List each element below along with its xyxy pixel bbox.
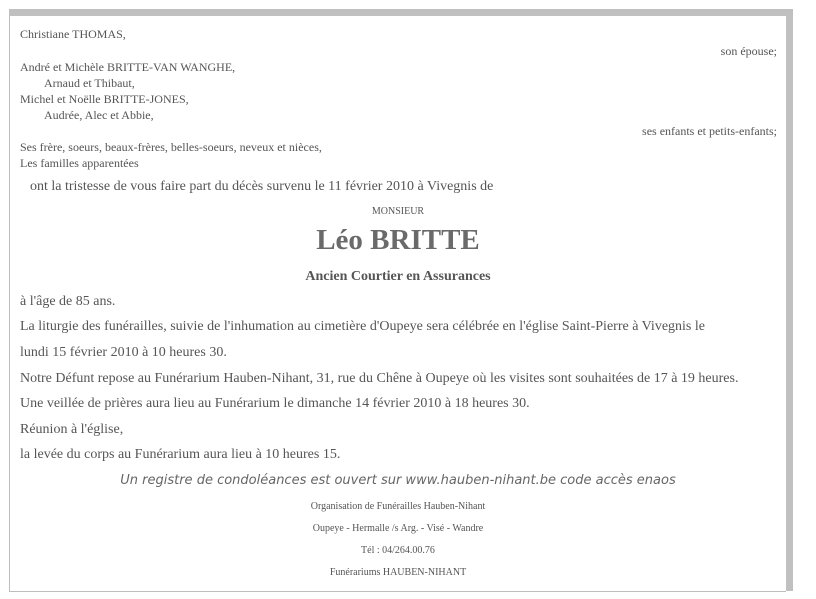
detail-departure: la levée du corps au Funérarium aura lieu à 10 heures 15. — [20, 447, 341, 462]
footer-brand: Funérariums HAUBEN-NIHANT — [329, 567, 467, 578]
obituary-notice — [9, 16, 786, 592]
children-line: Michel et Noëlle BRITTE-JONES, — [20, 92, 189, 106]
footer-phone: Tél : 04/264.00.76 — [361, 545, 435, 556]
announcement-intro: ont la tristesse de vous faire part du décès survenu le 11 février 2010 à Vivegnis de — [30, 179, 494, 194]
children-role: ses enfants et petits-enfants; — [642, 124, 777, 138]
spouse-role: son épouse; — [720, 44, 777, 58]
deceased-title: Ancien Courtier en Assurances — [305, 269, 491, 284]
deceased-name: Léo BRITTE — [316, 224, 480, 256]
footer-locations: Oupeye - Hermalle /s Arg. - Visé - Wandre — [312, 523, 484, 534]
grandchildren-line: Audrée, Alec et Abbie, — [44, 108, 154, 122]
detail-date: lundi 15 février 2010 à 10 heures 30. — [20, 345, 227, 360]
detail-age: à l'âge de 85 ans. — [20, 294, 116, 309]
honorific: MONSIEUR — [371, 206, 425, 217]
detail-vigil: Une veillée de prières aura lieu au Funérarium le dimanche 14 février 2010 à 18 heures 30. — [20, 396, 530, 411]
grandchildren-line: Arnaud et Thibaut, — [44, 76, 135, 90]
relatives-line: Les familles apparentées — [20, 156, 139, 170]
spouse-name: Christiane THOMAS, — [20, 27, 126, 41]
footer-organisation: Organisation de Funérailles Hauben-Nihant — [310, 501, 486, 512]
condolences-register: Un registre de condoléances est ouvert sur www.hauben-nihant.be code accès enaos — [120, 473, 676, 488]
detail-meeting: Réunion à l'église, — [20, 422, 124, 437]
detail-liturgy: La liturgie des funérailles, suivie de l'inhumation au cimetière d'Oupeye sera célébrée en l'église Saint-Pierre à Vivegnis le — [20, 319, 705, 334]
children-line: André et Michèle BRITTE-VAN WANGHE, — [20, 60, 236, 74]
detail-visits: Notre Défunt repose au Funérarium Hauben-Nihant, 31, rue du Chêne à Oupeye où les visites sont souhaitées de 17 à 19 heures. — [20, 371, 739, 386]
siblings-line: Ses frère, soeurs, beaux-frères, belles-soeurs, neveux et nièces, — [20, 140, 322, 154]
